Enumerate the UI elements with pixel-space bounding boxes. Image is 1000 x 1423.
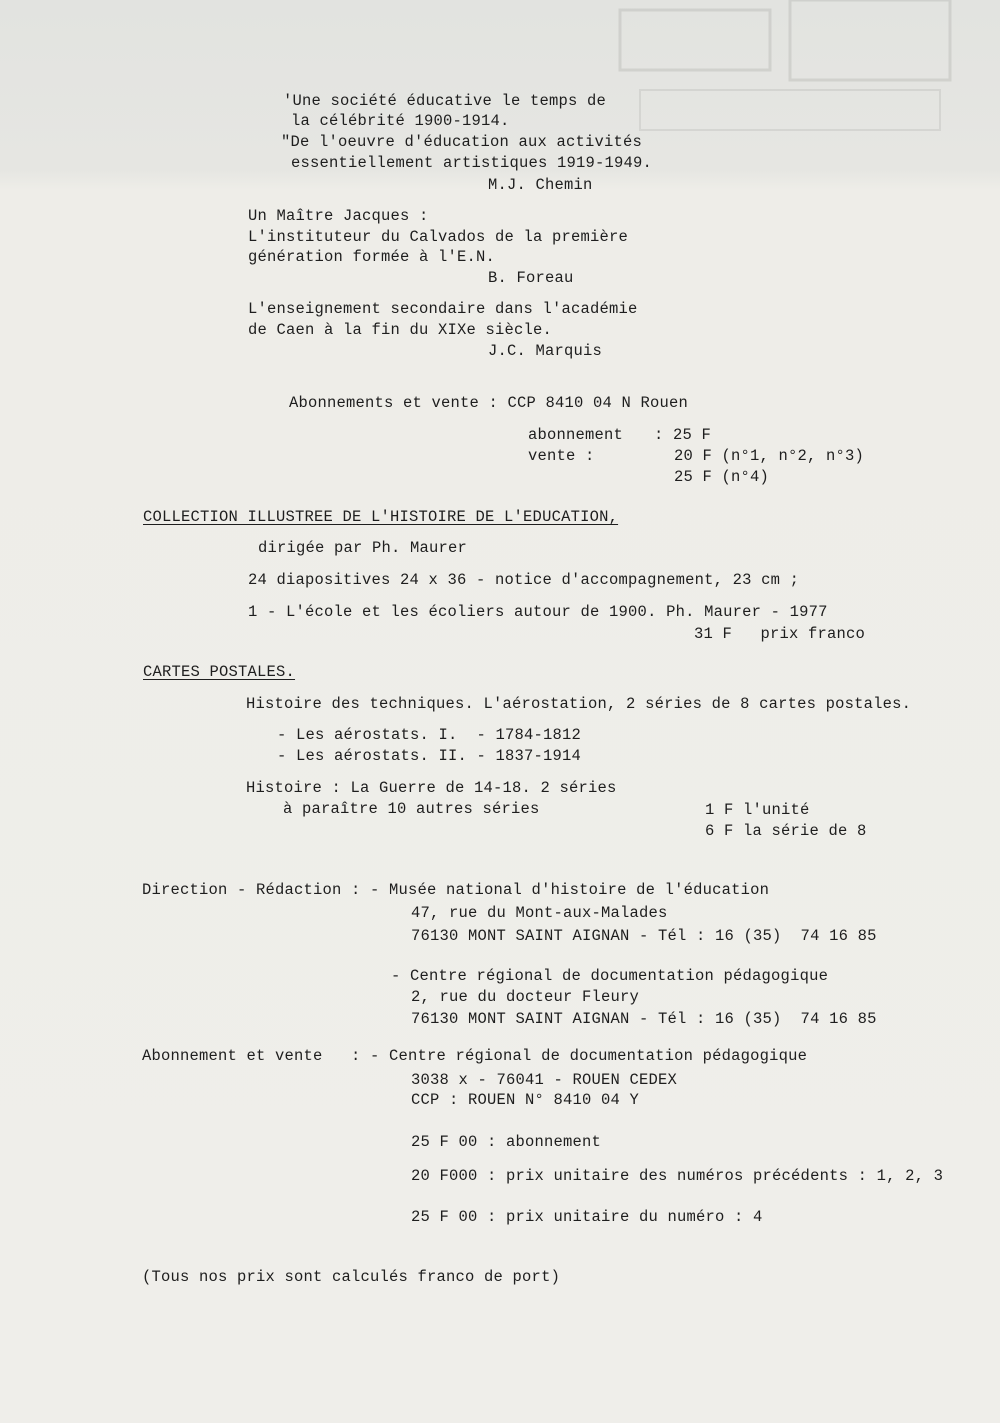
postcards-line-1: Histoire des techniques. L'aérostation, 2 séries de 8 cartes postales. bbox=[246, 695, 912, 713]
article-1-line-1: 'Une société éducative le temps de bbox=[283, 92, 607, 110]
article-1-line-4: essentiellement artistiques 1919-1949. bbox=[291, 154, 653, 172]
direction-address-2-line-3: 76130 MONT SAINT AIGNAN - Tél : 16 (35) 74 16 85 bbox=[411, 1010, 877, 1028]
article-2-line-2: L'instituteur du Calvados de la première bbox=[248, 228, 629, 246]
article-2-line-3: génération formée à l'E.N. bbox=[248, 248, 496, 266]
price-value-sale-2: 25 F (n°4) bbox=[674, 468, 770, 486]
postcards-price-series: 6 F la série de 8 bbox=[705, 822, 867, 840]
sales-price-2: 20 F000 : prix unitaire des numéros précédents : 1, 2, 3 bbox=[411, 1167, 944, 1185]
article-3-line-2: de Caen à la fin du XIXe siècle. bbox=[248, 321, 553, 339]
direction-address-2-line-1: - Centre régional de documentation pédagogique bbox=[391, 967, 829, 985]
direction-address-2-line-2: 2, rue du docteur Fleury bbox=[411, 988, 640, 1006]
article-1-line-3: "De l'oeuvre d'éducation aux activités bbox=[281, 133, 643, 151]
article-1-author: M.J. Chemin bbox=[488, 176, 593, 194]
collection-heading: COLLECTION ILLUSTREE DE L'HISTOIRE DE L'EDUCATION, bbox=[143, 508, 619, 526]
postcards-price-unit: 1 F l'unité bbox=[705, 801, 810, 819]
sales-line-3: CCP : ROUEN N° 8410 04 Y bbox=[411, 1091, 640, 1109]
direction-line-1: Direction - Rédaction : - Musée national d'histoire de l'éducation bbox=[142, 881, 770, 899]
article-2-line-1: Un Maître Jacques : bbox=[248, 207, 429, 225]
postcards-line-2: - Les aérostats. I. - 1784-1812 bbox=[277, 726, 582, 744]
postcards-heading: CARTES POSTALES. bbox=[143, 663, 296, 681]
price-value-sale-1: 20 F (n°1, n°2, n°3) bbox=[674, 447, 865, 465]
price-label-subscription: abonnement bbox=[528, 426, 624, 444]
collection-item-1-price: 31 F prix franco bbox=[694, 625, 866, 643]
postcards-line-5: à paraître 10 autres séries bbox=[283, 800, 540, 818]
footer-note: (Tous nos prix sont calculés franco de port) bbox=[142, 1268, 561, 1286]
price-label-sale: vente : bbox=[528, 447, 595, 465]
collection-format: 24 diapositives 24 x 36 - notice d'accompagnement, 23 cm ; bbox=[248, 571, 800, 589]
sales-price-3: 25 F 00 : prix unitaire du numéro : 4 bbox=[411, 1208, 763, 1226]
collection-director: dirigée par Ph. Maurer bbox=[258, 539, 468, 557]
direction-address-1-line-3: 76130 MONT SAINT AIGNAN - Tél : 16 (35) 74 16 85 bbox=[411, 927, 877, 945]
collection-item-1: 1 - L'école et les écoliers autour de 1900. Ph. Maurer - 1977 bbox=[248, 603, 828, 621]
article-1-line-2: la célébrité 1900-1914. bbox=[291, 112, 510, 130]
article-3-author: J.C. Marquis bbox=[488, 342, 603, 360]
sales-line-2: 3038 x - 76041 - ROUEN CEDEX bbox=[411, 1071, 678, 1089]
article-2-author: B. Foreau bbox=[488, 269, 574, 287]
postcards-line-4: Histoire : La Guerre de 14-18. 2 séries bbox=[246, 779, 617, 797]
direction-address-1-line-2: 47, rue du Mont-aux-Malades bbox=[411, 904, 668, 922]
sales-line-1: Abonnement et vente : - Centre régional de documentation pédagogique bbox=[142, 1047, 808, 1065]
price-value-subscription: : 25 F bbox=[654, 426, 712, 444]
article-3-line-1: L'enseignement secondaire dans l'académie bbox=[248, 300, 638, 318]
sales-price-1: 25 F 00 : abonnement bbox=[411, 1133, 602, 1151]
subscription-line: Abonnements et vente : CCP 8410 04 N Rouen bbox=[289, 394, 689, 412]
postcards-line-3: - Les aérostats. II. - 1837-1914 bbox=[277, 747, 582, 765]
